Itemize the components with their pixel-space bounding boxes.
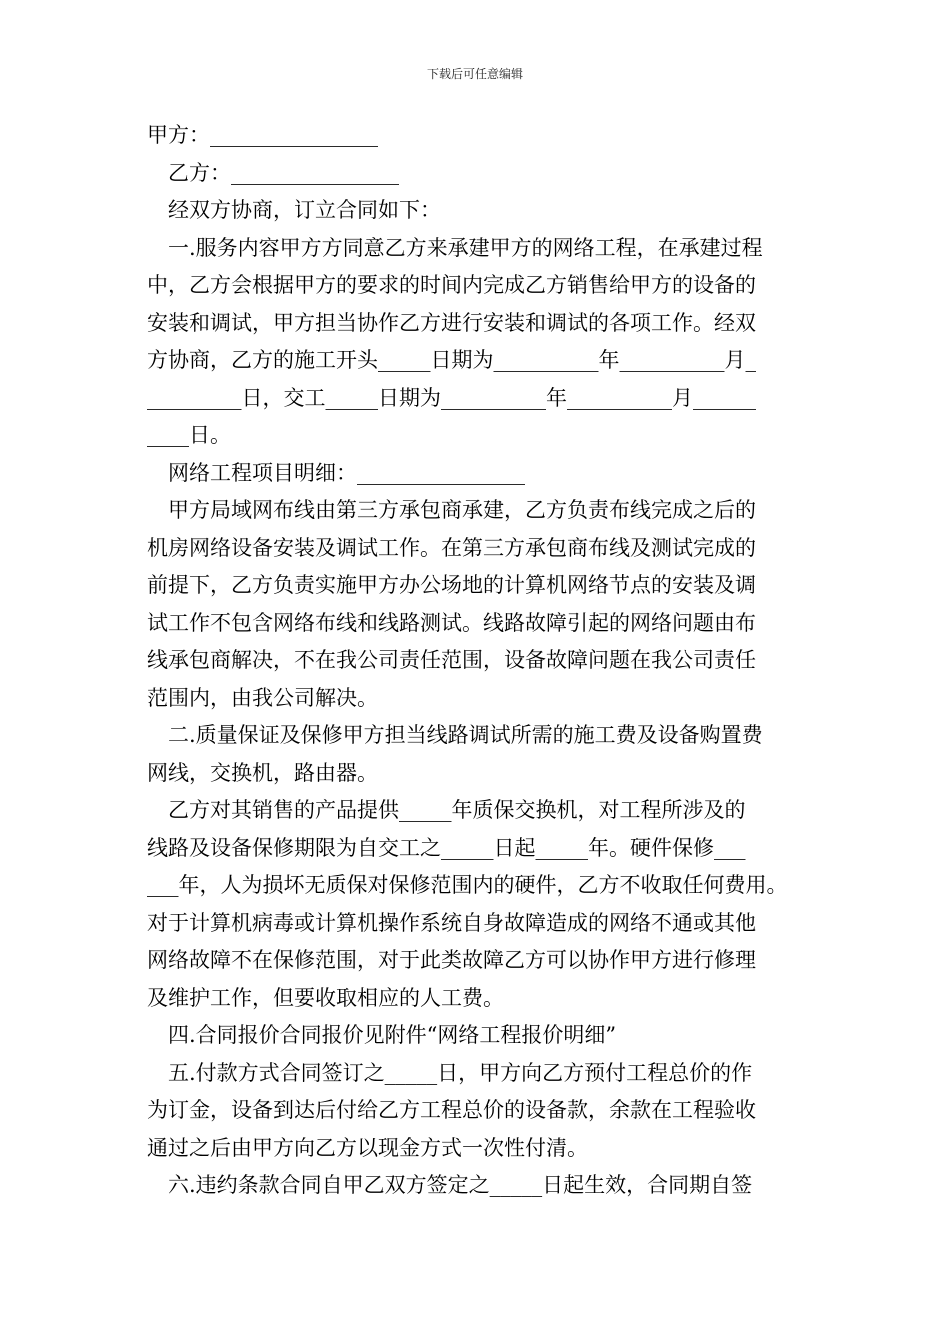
party-b-line: 乙方：________________: [168, 160, 399, 185]
clause-1-line: 方协商，乙方的施工开头_____日期为__________年__________月_: [147, 348, 756, 372]
project-details-line: 网络工程项目明细：________________: [168, 460, 525, 485]
clause-1-line: 一.服务内容甲方方同意乙方来承建甲方的网络工程，在承建过程: [168, 235, 763, 260]
party-a-line: 甲方：________________: [147, 123, 378, 147]
scope-paragraph-line: 甲方局域网布线由第三方承包商承建，乙方负责布线完成之后的: [168, 498, 756, 522]
clause-2-line: 二.质量保证及保修甲方担当线路调试所需的施工费及设备购置费: [168, 723, 763, 747]
warranty-paragraph-line: 网络故障不在保修范围，对于此类故障乙方可以协作甲方进行修理: [147, 948, 756, 972]
warranty-paragraph-line: ___年，人为损坏无质保对保修范围内的硬件，乙方不收取任何费用。: [147, 873, 788, 897]
preamble-line: 经双方协商，订立合同如下：: [168, 198, 441, 222]
clause-1-line: ____日。: [147, 423, 231, 447]
clause-5-line: 通过之后由甲方向乙方以现金方式一次性付清。: [147, 1135, 588, 1160]
clause-1-line: 中，乙方会根据甲方的要求的时间内完成乙方销售给甲方的设备的: [147, 273, 756, 297]
scope-paragraph-line: 机房网络设备安装及调试工作。在第三方承包商布线及测试完成的: [147, 535, 756, 560]
scope-paragraph-line: 范围内，由我公司解决。: [147, 685, 378, 710]
clause-6-line: 六.违约条款合同自甲乙双方签定之_____日起生效，合同期自签: [168, 1173, 753, 1197]
scope-paragraph-line: 线承包商解决，不在我公司责任范围，设备故障问题在我公司责任: [147, 648, 756, 672]
clause-4-line: 四.合同报价合同报价见附件“网络工程报价明细”: [168, 1023, 617, 1047]
warranty-paragraph-line: 线路及设备保修期限为自交工之_____日起_____年。硬件保修___: [147, 835, 746, 860]
contract-body: [147, 117, 817, 1205]
page-header-note: 下载后可任意编辑: [426, 67, 523, 81]
clause-5-line: 为订金，设备到达后付给乙方工程总价的设备款，余款在工程验收: [147, 1098, 756, 1122]
clause-1-line: 安装和调试，甲方担当协作乙方进行安装和调试的各项工作。经双: [147, 310, 756, 335]
warranty-paragraph-line: 乙方对其销售的产品提供_____年质保交换机，对工程所涉及的: [168, 798, 746, 822]
scope-paragraph-line: 前提下，乙方负责实施甲方办公场地的计算机网络节点的安装及调: [147, 573, 756, 597]
warranty-paragraph-line: 对于计算机病毒或计算机操作系统自身故障造成的网络不通或其他: [147, 910, 756, 935]
scope-paragraph-line: 试工作不包含网络布线和线路测试。线路故障引起的网络问题由布: [147, 610, 756, 635]
warranty-paragraph-line: 及维护工作，但要收取相应的人工费。: [147, 985, 504, 1010]
clause-1-line: _________日，交工_____日期为__________年__________月______: [147, 385, 756, 410]
clause-5-line: 五.付款方式合同签订之_____日，甲方向乙方预付工程总价的作: [168, 1060, 753, 1085]
clause-2-line: 网线，交换机，路由器。: [147, 760, 378, 785]
